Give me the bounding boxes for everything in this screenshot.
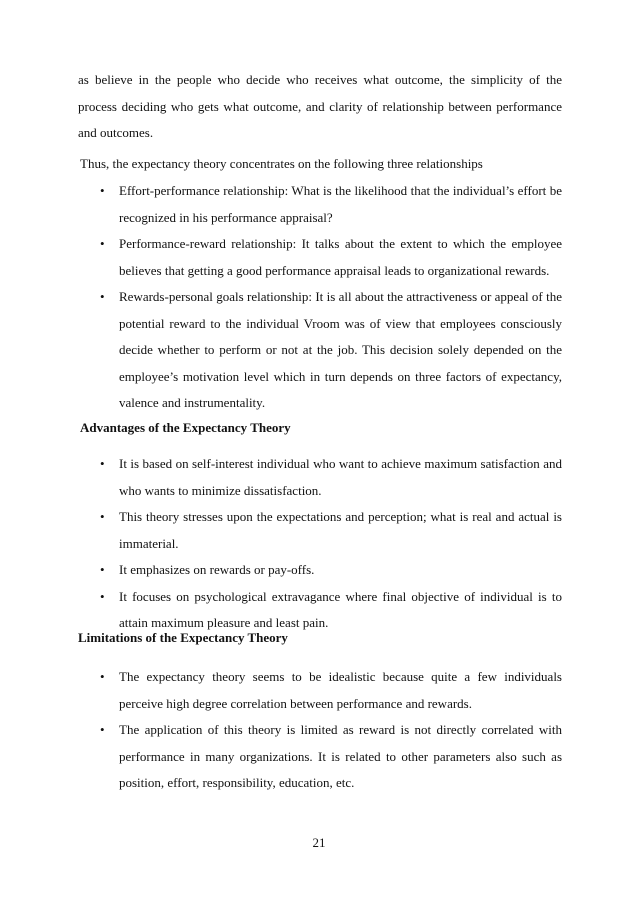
advantages-heading: Advantages of the Expectancy Theory [80, 420, 291, 435]
thus-paragraph: Thus, the expectancy theory concentrates on the following three relationships [80, 156, 483, 171]
limitations-list [92, 664, 562, 797]
list-item: • Rewards-personal goals relationship: It is all about the attractiveness or appeal of the potential reward to the individual Vroom was of view that employees consciously decide whether to perform or not at the job. This decision solely depended on the employee’s motivation level which in turn depends on three factors of expectancy, valence and instrumentality. [92, 284, 562, 417]
limitations-heading: Limitations of the Expectancy Theory [78, 630, 288, 645]
list-item: • It emphasizes on rewards or pay-offs. [92, 557, 562, 584]
advantages-list [92, 451, 562, 637]
list-item: • Effort-performance relationship: What is the likelihood that the individual’s effort be recognized in his performance appraisal? [92, 178, 562, 231]
intro-paragraph: as believe in the people who decide who receives what outcome, the simplicity of the process deciding who gets what outcome, and clarity of relationship between performance and outcomes. [78, 72, 562, 140]
page-number: 21 [312, 835, 326, 850]
list-item: • It focuses on psychological extravagance where final objective of individual is to attain maximum pleasure and least pain. [92, 584, 562, 637]
list-item: • The expectancy theory seems to be idealistic because quite a few individuals perceive high degree correlation between performance and rewards. [92, 664, 562, 717]
list-item: • The application of this theory is limited as reward is not directly correlated with performance in many organizations. It is related to other parameters also such as position, effort, responsibility, education, etc. [92, 717, 562, 797]
list-item: • This theory stresses upon the expectations and perception; what is real and actual is immaterial. [92, 504, 562, 557]
relationships-list [92, 178, 562, 417]
list-item: • It is based on self-interest individual who want to achieve maximum satisfaction and who wants to minimize dissatisfaction. [92, 451, 562, 504]
list-item: • Performance-reward relationship: It talks about the extent to which the employee believes that getting a good performance appraisal leads to organizational rewards. [92, 231, 562, 284]
